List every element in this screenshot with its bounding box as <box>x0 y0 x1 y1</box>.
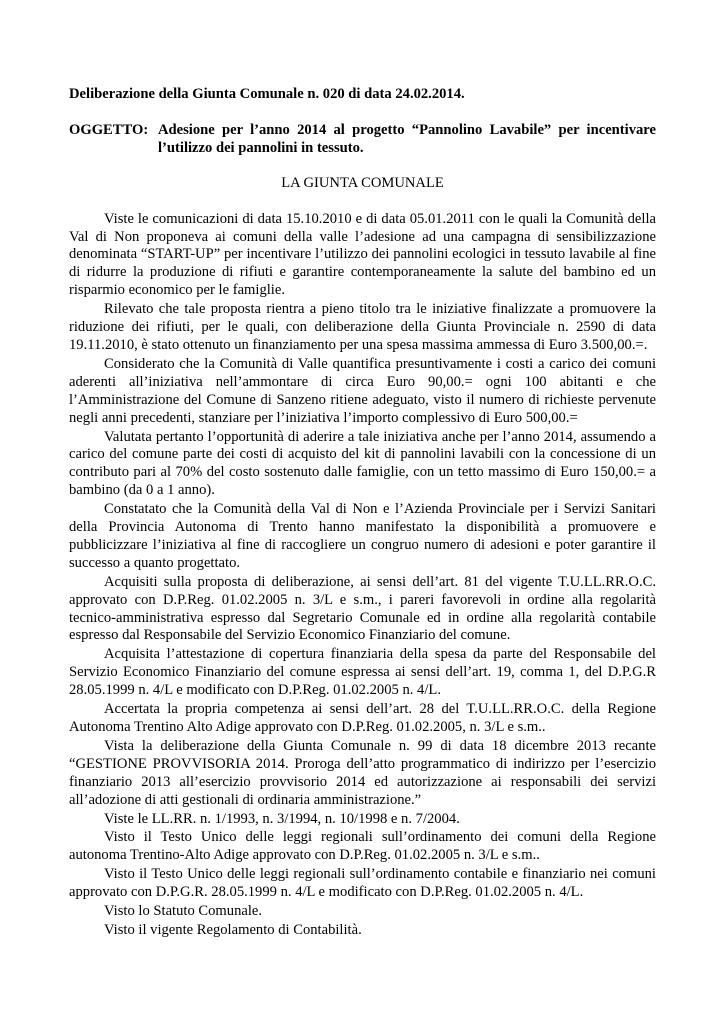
paragraph: Visto il Testo Unico delle leggi regionali sull’ordinamento dei comuni della Regione autonoma Trentino-Alto Adige approvato con D.P.Reg. 01.02.2005 n. 3/L e s.m.. <box>69 829 656 864</box>
subject-label: OGGETTO: <box>69 121 149 138</box>
paragraph: Viste le comunicazioni di data 15.10.2010 e di data 05.01.2011 con le quali la Comunità della Val di Non proponeva ai comuni della valle l’adesione ad una campagna di sensibilizzazione denominata “START-UP” per incentivare l’utilizzo dei pannolini ecologici in tessuto lavabile al fine di ridurre la produzione di rifiuti e garantire contemporaneamente la salute del bambino ed un risparmio economico per le famiglie. <box>69 210 656 299</box>
paragraph: Visto il vigente Regolamento di Contabilità. <box>104 921 362 938</box>
deliberation-heading: Deliberazione della Giunta Comunale n. 020 di data 24.02.2014. <box>69 86 465 102</box>
paragraph: Accertata la propria competenza ai sensi dell’art. 28 del T.U.LL.RR.O.C. della Regione Autonoma Trentino Alto Adige approvato con D.P.Reg. 01.02.2005, n. 3/L e s.m.. <box>69 701 656 735</box>
paragraph: Vista la deliberazione della Giunta Comunale n. 99 di data 18 dicembre 2013 recante “GESTIONE PROVVISORIA 2014. Proroga dell’atto programmatico di indirizzo per l’esercizio finanziario 2013 all’esercizio provvisorio 2014 ed autorizzazione ai responsabili dei servizi all’adozione di atti gestionali di ordinaria amministrazione.” <box>69 737 656 808</box>
paragraph: Acquisita l’attestazione di copertura finanziaria della spesa da parte del Responsabile del Servizio Economico Finanziario del comune espressa ai sensi dell’art. 19, comma 1, del D.P.G.R 28.05.1999 n. 4/L e modificato con D.P.Reg. 01.02.2005 n. 4/L. <box>69 646 656 699</box>
council-title: LA GIUNTA COMUNALE <box>281 174 444 191</box>
paragraph: Acquisiti sulla proposta di deliberazione, ai sensi dell’art. 81 del vigente T.U.LL.RR.O.C. approvato con D.P.Reg. 01.02.2005 n. 3/L e s.m., i pareri favorevoli in ordine alla regolarità tecnico-amministrativa espresso dal Segretario Comunale ed in ordine alla regolarità contabile espresso dal Responsabile del Servizio Economico Finanziario del comune. <box>69 573 656 644</box>
paragraph: Valutata pertanto l’opportunità di aderire a tale iniziativa anche per l’anno 2014, assumendo a carico del comune parte dei costi di acquisto del kit di pannolini lavabili con la concessione di un contributo pari al 70% del costo sostenuto dalle famiglie, con un tetto massimo di Euro 150,00.= a bambino (da 0 a 1 anno). <box>69 428 656 499</box>
paragraph: Visto il Testo Unico delle leggi regionali sull’ordinamento contabile e finanziario nei comuni approvato con D.P.G.R. 28.05.1999 n. 4/L e modificato con D.P.Reg. 01.02.2005 n. 4/L. <box>69 866 656 901</box>
subject-text: Adesione per l’anno 2014 al progetto “Pannolino Lavabile” per incentivare l’utilizzo dei pannolini in tessuto. <box>158 121 656 156</box>
document-body <box>69 86 656 941</box>
paragraph: Visto lo Statuto Comunale. <box>104 903 263 920</box>
paragraph: Viste le LL.RR. n. 1/1993, n. 3/1994, n. 10/1998 e n. 7/2004. <box>104 810 460 827</box>
paragraph: Considerato che la Comunità di Valle quantifica presuntivamente i costi a carico dei comuni aderenti all’iniziativa nell’ammontare di circa Euro 90,00.= ogni 100 abitanti e che l’Amministrazione del Comune di Sanzeno ritiene adeguato, visto il numero di richieste pervenute negli anni precedenti, stanziare per l’iniziativa l’importo complessivo di Euro 500,00.= <box>69 355 656 426</box>
subject-block <box>69 122 656 158</box>
paragraph: Constatato che la Comunità della Val di Non e l’Azienda Provinciale per i Servizi Sanitari della Provincia Autonoma di Trento hanno manifestato la disponibilità a promuovere e pubblicizzare l’iniziativa al fine di raccogliere un congruo numero di adesioni e poter garantire il successo a quanto progettato. <box>69 501 656 571</box>
paragraph: Rilevato che tale proposta rientra a pieno titolo tra le iniziative finalizzate a promuovere la riduzione dei rifiuti, per le quali, con deliberazione della Giunta Provinciale n. 2590 di data 19.11.2010, è stato ottenuto un finanziamento per una spesa massima ammessa di Euro 3.500,00.=. <box>69 301 656 353</box>
